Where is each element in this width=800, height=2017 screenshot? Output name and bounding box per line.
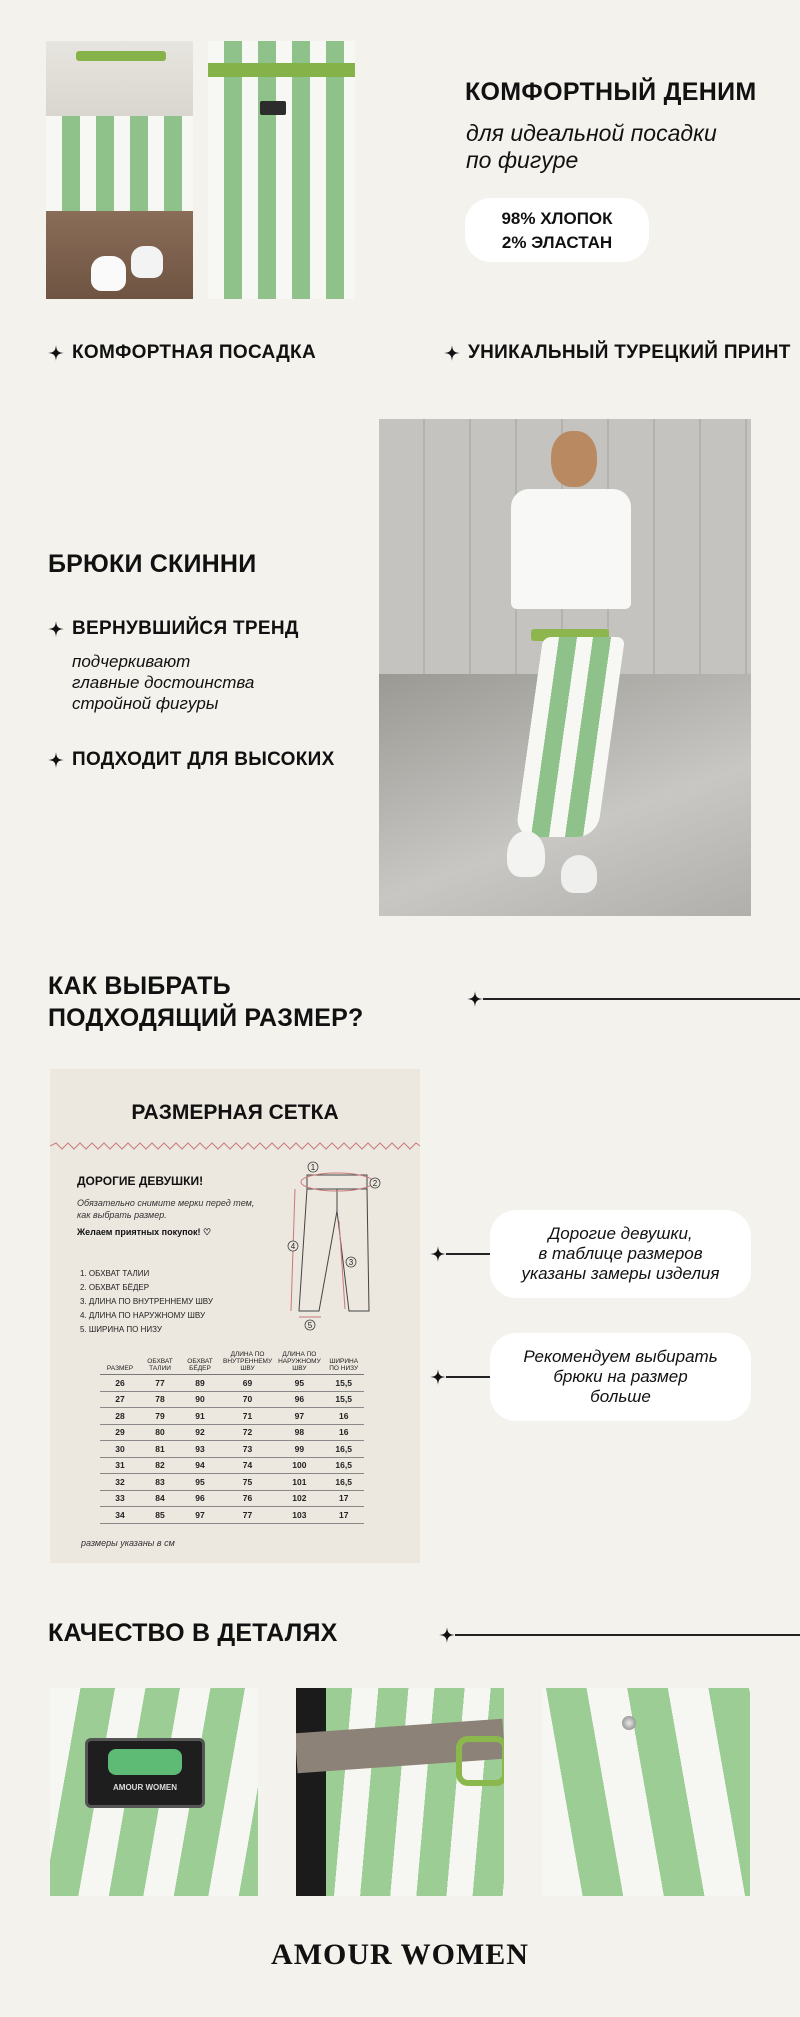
table-row <box>100 1507 364 1524</box>
table-cell: 81 <box>140 1441 180 1458</box>
quality-title: КАЧЕСТВО В ДЕТАЛЯХ <box>48 1619 338 1647</box>
sparkle-star-icon <box>48 621 64 637</box>
table-cell: 89 <box>180 1375 220 1392</box>
sizing-title-line2: ПОДХОДЯЩИЙ РАЗМЕР? <box>48 1004 364 1032</box>
table-cell: 16,5 <box>324 1441 364 1458</box>
table-cell: 71 <box>220 1408 275 1425</box>
sparkle-star-icon <box>430 1246 446 1262</box>
skinny-point-trend <box>48 618 299 640</box>
note-line: Дорогие девушки, <box>548 1224 693 1243</box>
feature-comfort <box>48 342 316 364</box>
table-cell: 30 <box>100 1441 140 1458</box>
belt-buckle <box>456 1736 504 1786</box>
table-cell: 84 <box>140 1490 180 1507</box>
model-photo <box>379 419 751 916</box>
sparkle-star-icon <box>48 752 64 768</box>
note-line: больше <box>590 1387 651 1406</box>
zigzag-divider <box>50 1142 420 1150</box>
sizing-title-line1: КАК ВЫБРАТЬ <box>48 972 231 1000</box>
measure-list <box>80 1267 213 1337</box>
size-table-body <box>100 1375 364 1524</box>
table-cell: 80 <box>140 1424 180 1441</box>
table-cell: 101 <box>275 1474 324 1491</box>
diagram-num: 4 <box>290 1242 296 1251</box>
table-cell: 100 <box>275 1457 324 1474</box>
hint-line: как выбрать размер. <box>77 1210 167 1220</box>
size-table-header: ДЛИНА ПО НАРУЖНОМУ ШВУ <box>275 1349 324 1375</box>
badge-text: AMOUR WOMEN <box>113 1783 177 1792</box>
table-cell: 97 <box>275 1408 324 1425</box>
sparkle-star-icon <box>48 345 64 361</box>
table-row <box>100 1391 364 1408</box>
diagram-num: 1 <box>310 1163 316 1172</box>
skinny-trend-desc <box>72 651 254 714</box>
table-cell: 70 <box>220 1391 275 1408</box>
table-cell: 92 <box>180 1424 220 1441</box>
note-line: Рекомендуем выбирать <box>523 1347 718 1366</box>
table-cell: 33 <box>100 1490 140 1507</box>
skinny-point-trend-label: ВЕРНУВШИЙСЯ ТРЕНД <box>72 618 299 639</box>
table-cell: 15,5 <box>324 1391 364 1408</box>
diagram-num: 5 <box>307 1321 313 1330</box>
skinny-point-tall-label: ПОДХОДИТ ДЛЯ ВЫСОКИХ <box>72 749 335 770</box>
table-cell: 27 <box>100 1391 140 1408</box>
table-cell: 16 <box>324 1424 364 1441</box>
table-cell: 94 <box>180 1457 220 1474</box>
sneaker <box>91 256 126 291</box>
table-cell: 95 <box>275 1375 324 1392</box>
size-table-header: ШИРИНА ПО НИЗУ <box>324 1349 364 1375</box>
table-row <box>100 1490 364 1507</box>
table-cell: 17 <box>324 1507 364 1524</box>
model-head <box>551 431 597 487</box>
size-chart-title: РАЗМЕРНАЯ СЕТКА <box>131 1101 339 1124</box>
skinny-point-tall <box>48 749 335 771</box>
size-table-header: ДЛИНА ПО ВНУТРЕННЕМУ ШВУ <box>220 1349 275 1375</box>
sneaker <box>561 855 597 893</box>
table-cell: 85 <box>140 1507 180 1524</box>
table-cell: 76 <box>220 1490 275 1507</box>
table-cell: 99 <box>275 1441 324 1458</box>
table-cell: 69 <box>220 1375 275 1392</box>
diagram-num: 2 <box>372 1179 378 1188</box>
table-cell: 74 <box>220 1457 275 1474</box>
table-cell: 29 <box>100 1424 140 1441</box>
table-cell: 103 <box>275 1507 324 1524</box>
connector-line <box>446 1376 490 1378</box>
table-cell: 16,5 <box>324 1474 364 1491</box>
table-cell: 96 <box>180 1490 220 1507</box>
table-cell: 83 <box>140 1474 180 1491</box>
skinny-title: БРЮКИ СКИННИ <box>48 550 257 578</box>
size-chart-card <box>50 1069 420 1563</box>
table-row <box>100 1441 364 1458</box>
size-table <box>100 1349 364 1524</box>
table-cell: 16 <box>324 1408 364 1425</box>
divider-line <box>455 1634 800 1636</box>
size-greeting: ДОРОГИЕ ДЕВУШКИ! <box>77 1174 204 1188</box>
model-tshirt <box>511 489 631 609</box>
connector-line <box>446 1253 490 1255</box>
sparkle-star-icon <box>439 1627 455 1643</box>
table-row <box>100 1457 364 1474</box>
table-row <box>100 1408 364 1425</box>
table-cell: 102 <box>275 1490 324 1507</box>
size-footnote: размеры указаны в см <box>81 1538 175 1548</box>
table-cell: 31 <box>100 1457 140 1474</box>
sparkle-star-icon <box>467 991 483 1007</box>
note-line: в таблице размеров <box>538 1244 703 1263</box>
table-row <box>100 1375 364 1392</box>
feature-print <box>444 342 791 364</box>
detail-photo-badge <box>50 1688 258 1896</box>
composition-cotton: 98% ХЛОПОК <box>501 209 613 228</box>
composition-badge <box>465 198 649 262</box>
hero-subtitle-line2: по фигуре <box>466 147 579 173</box>
feature-print-label: УНИКАЛЬНЫЙ ТУРЕЦКИЙ ПРИНТ <box>468 342 791 363</box>
logo-badge <box>85 1738 205 1808</box>
desc-line: главные достоинства <box>72 673 255 692</box>
size-hint <box>77 1197 254 1221</box>
desc-line: стройной фигуры <box>72 694 219 713</box>
hint-line: Обязательно снимите мерки перед тем, <box>77 1198 255 1208</box>
note-recommend <box>490 1333 751 1421</box>
hero-photo-right <box>208 41 355 299</box>
sparkle-star-icon <box>444 345 460 361</box>
size-table-header: РАЗМЕР <box>100 1349 140 1375</box>
size-wish: Желаем приятных покупок! ♡ <box>77 1227 212 1237</box>
table-cell: 28 <box>100 1408 140 1425</box>
table-cell: 78 <box>140 1391 180 1408</box>
belt <box>208 63 355 77</box>
table-cell: 26 <box>100 1375 140 1392</box>
note-line: брюки на размер <box>553 1367 688 1386</box>
pants-diagram <box>287 1161 397 1331</box>
table-row <box>100 1424 364 1441</box>
table-cell: 90 <box>180 1391 220 1408</box>
table-cell: 15,5 <box>324 1375 364 1392</box>
composition-elastane: 2% ЭЛАСТАН <box>501 233 613 252</box>
diagram-num: 3 <box>348 1258 354 1267</box>
measure-item: 3. ДЛИНА ПО ВНУТРЕННЕМУ ШВУ <box>80 1297 213 1306</box>
divider-line <box>483 998 800 1000</box>
table-cell: 16,5 <box>324 1457 364 1474</box>
hero-photo-left <box>46 41 193 299</box>
table-cell: 72 <box>220 1424 275 1441</box>
table-cell: 17 <box>324 1490 364 1507</box>
table-cell: 95 <box>180 1474 220 1491</box>
measure-item: 1. ОБХВАТ ТАЛИИ <box>80 1269 150 1278</box>
table-cell: 98 <box>275 1424 324 1441</box>
detail-photo-rivet <box>542 1688 750 1896</box>
brand-logo: AMOUR WOMEN <box>271 1938 529 1971</box>
table-cell: 82 <box>140 1457 180 1474</box>
hero-subtitle-line1: для идеальной посадки <box>466 120 717 146</box>
sneaker <box>507 831 545 877</box>
table-cell: 79 <box>140 1408 180 1425</box>
detail-photo-belt <box>296 1688 504 1896</box>
table-cell: 91 <box>180 1408 220 1425</box>
measure-item: 5. ШИРИНА ПО НИЗУ <box>80 1325 162 1334</box>
table-cell: 75 <box>220 1474 275 1491</box>
table-row <box>100 1474 364 1491</box>
measure-item: 2. ОБХВАТ БЁДЕР <box>80 1283 150 1292</box>
feature-comfort-label: КОМФОРТНАЯ ПОСАДКА <box>72 342 316 363</box>
measure-item: 4. ДЛИНА ПО НАРУЖНОМУ ШВУ <box>80 1311 206 1320</box>
note-measurements <box>490 1210 751 1298</box>
rivet <box>622 1716 636 1730</box>
size-table-header: ОБХВАТ ТАЛИИ <box>140 1349 180 1375</box>
table-cell: 77 <box>140 1375 180 1392</box>
hero-title: КОМФОРТНЫЙ ДЕНИМ <box>465 78 757 106</box>
table-cell: 96 <box>275 1391 324 1408</box>
table-cell: 73 <box>220 1441 275 1458</box>
back-pocket-badge <box>260 101 286 115</box>
note-line: указаны замеры изделия <box>521 1264 720 1283</box>
table-cell: 93 <box>180 1441 220 1458</box>
desc-line: подчеркивают <box>72 652 191 671</box>
table-cell: 32 <box>100 1474 140 1491</box>
sparkle-star-icon <box>430 1369 446 1385</box>
table-cell: 97 <box>180 1507 220 1524</box>
table-cell: 34 <box>100 1507 140 1524</box>
size-table-header: ОБХВАТ БЁДЕР <box>180 1349 220 1375</box>
table-cell: 77 <box>220 1507 275 1524</box>
belt <box>76 51 166 61</box>
sizing-title <box>48 970 363 1034</box>
sneaker <box>131 246 163 278</box>
